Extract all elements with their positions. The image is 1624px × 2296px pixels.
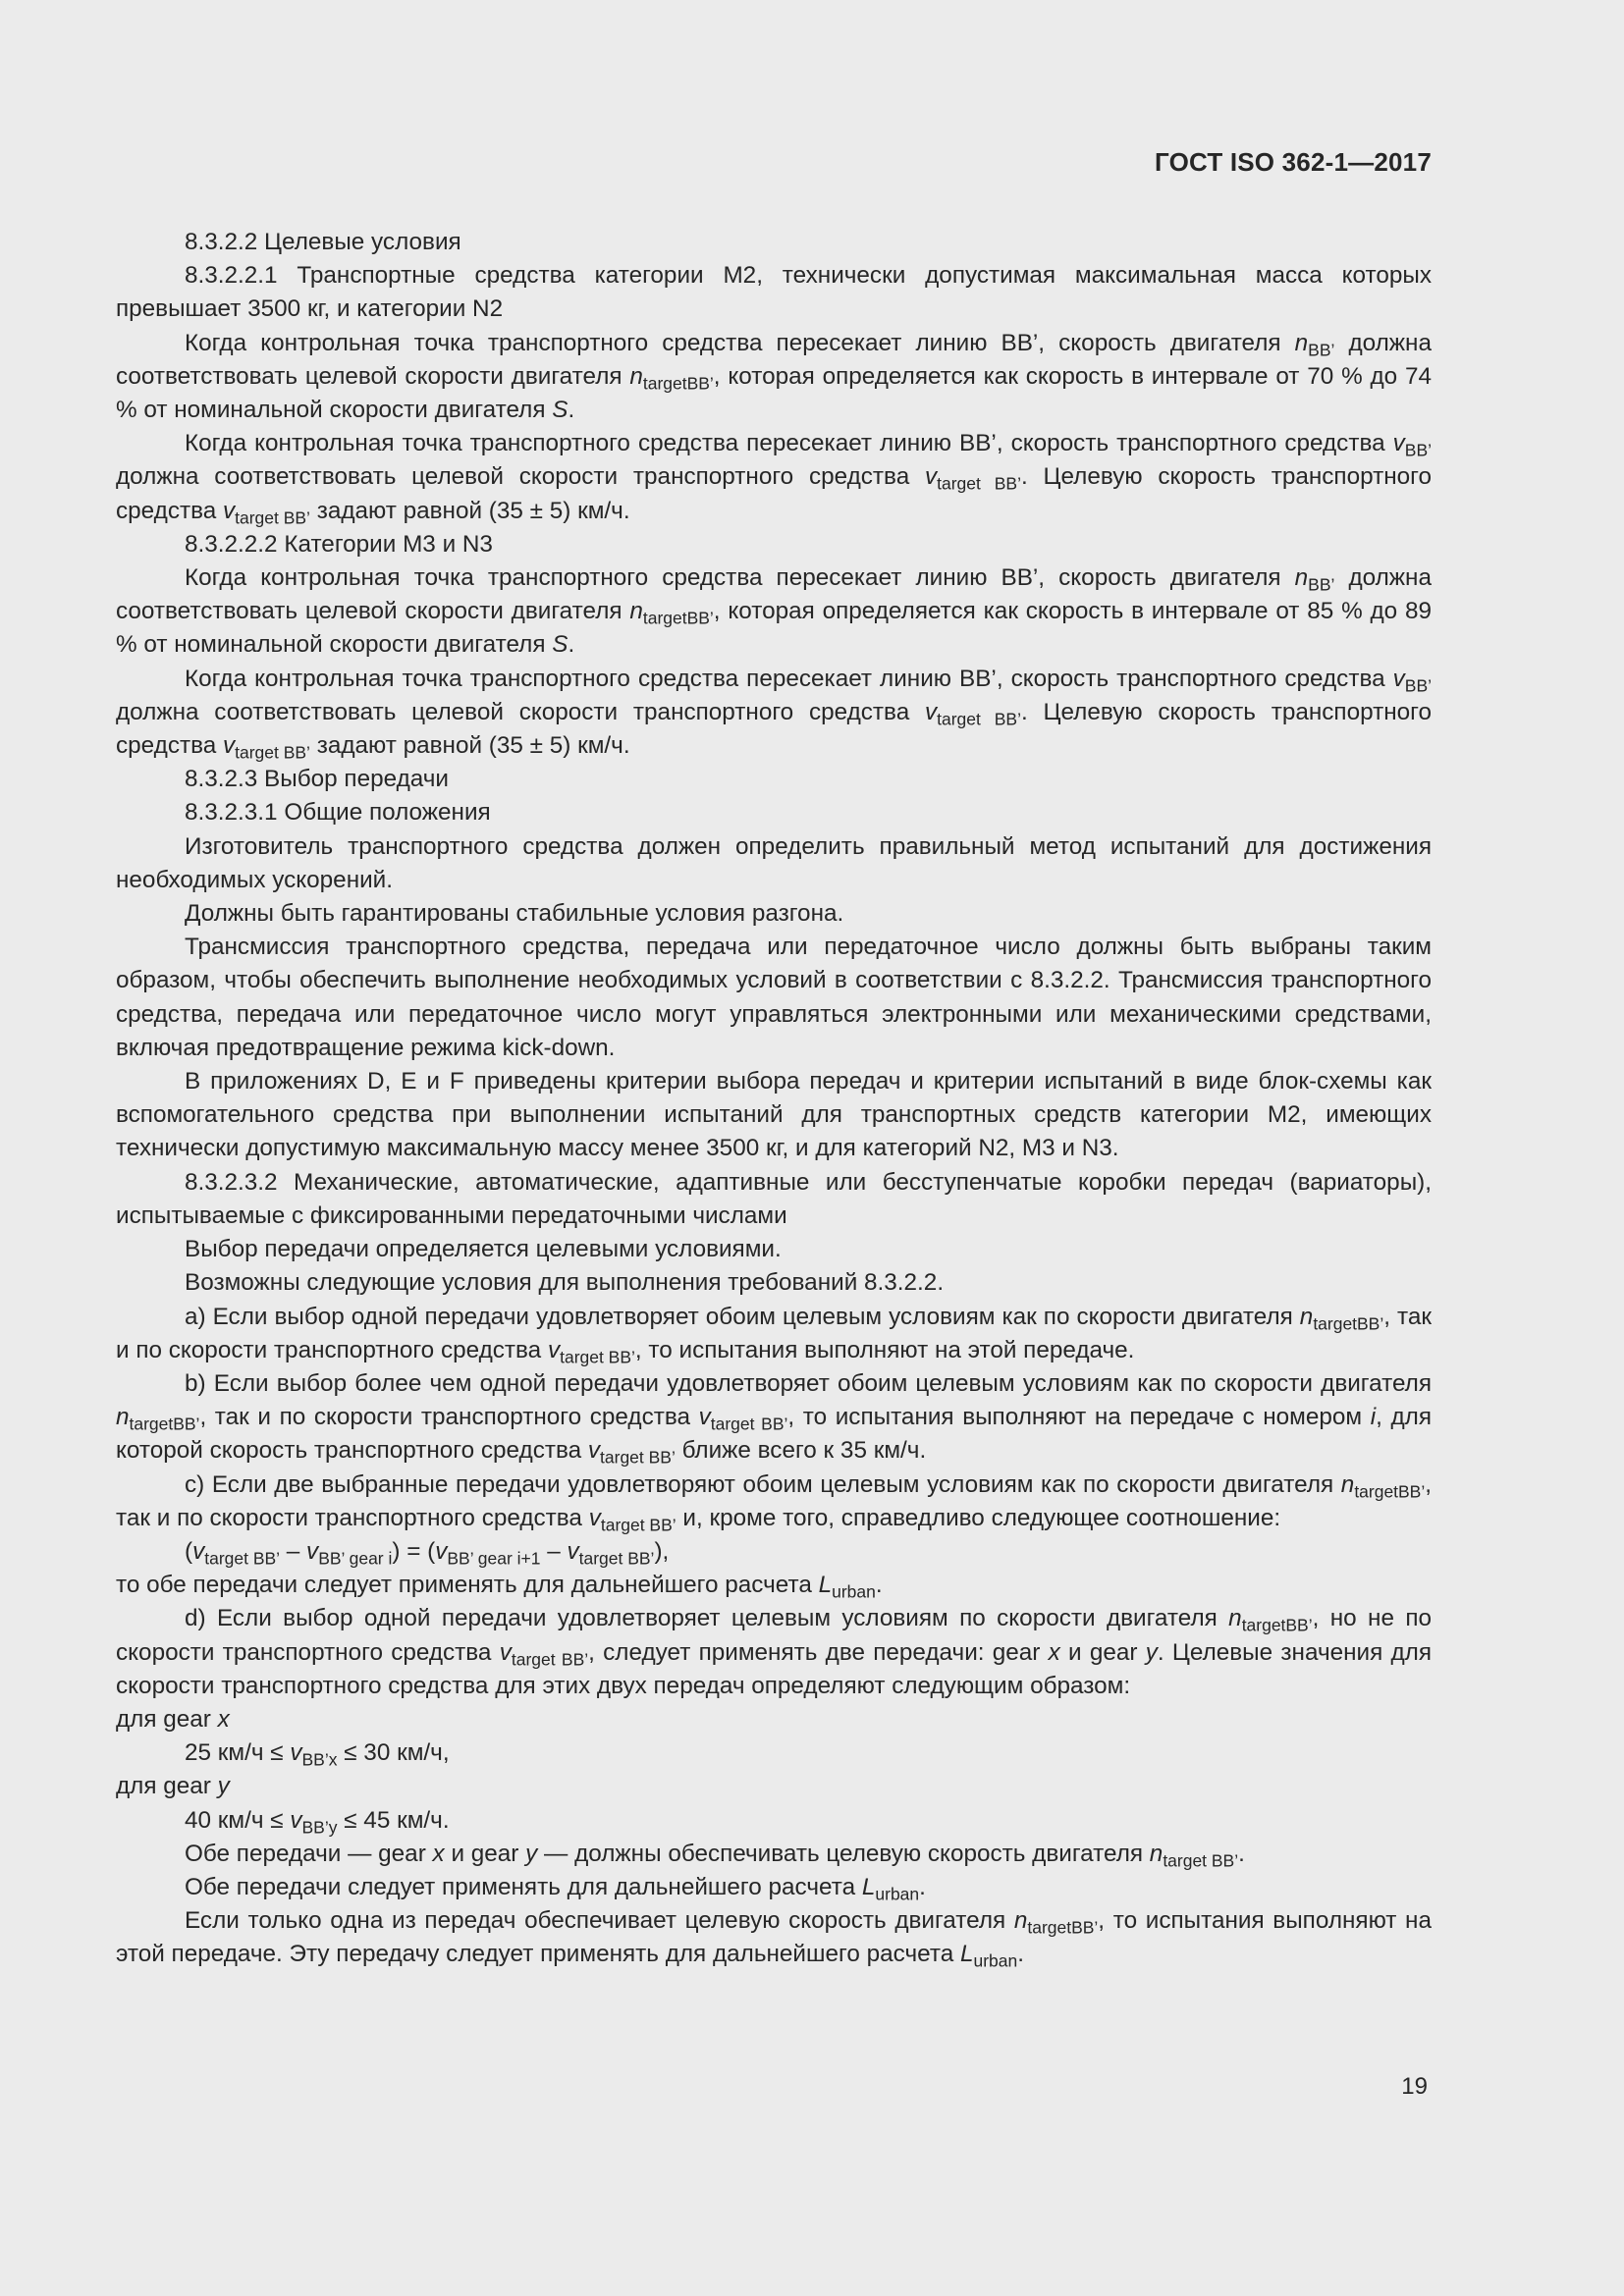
- paragraph: [116, 1166, 1432, 1233]
- paragraph: [116, 226, 1432, 259]
- subscript: target BB’: [560, 1347, 635, 1367]
- math-symbol: v: [547, 1336, 561, 1363]
- text-run: ) = (: [392, 1537, 436, 1565]
- subscript: target BB’: [235, 742, 310, 763]
- subscript: targetBB’: [1354, 1481, 1426, 1502]
- text-run: ),: [654, 1537, 670, 1565]
- text-run: Трансмиссия транспортного средства, передача или передаточное число должны быть выбраны таким образом, чтобы обеспечить выполнение необходимых условий в соответствии с 8.3.2.2. Трансмиссия транспортного средства, передача или передаточное число могут управляться электронными или механическими средствами, включая предотвращение режима kick-down.: [116, 934, 1432, 1061]
- text-run: .: [568, 631, 575, 659]
- text-run: — должны обеспечивать целевую скорость двигателя: [537, 1840, 1150, 1867]
- paragraph: [116, 1736, 1432, 1770]
- text-run: должна соответствовать целевой скорости двигателя: [116, 564, 1432, 625]
- text-run: a) Если выбор одной передачи удовлетворяет обоим целевым условиям как по скорости двигателя: [185, 1303, 1300, 1330]
- subscript: target BB’: [937, 709, 1021, 729]
- subscript: targetBB’: [1027, 1917, 1099, 1938]
- subscript: target BB’: [511, 1649, 589, 1670]
- text-run: Выбор передачи определяется целевыми условиями.: [185, 1236, 782, 1263]
- math-symbol: v: [499, 1638, 512, 1666]
- subscript: urban: [875, 1884, 920, 1904]
- math-symbol: v: [1392, 430, 1405, 457]
- paragraph: [116, 259, 1432, 326]
- math-symbol: v: [925, 463, 938, 491]
- text-run: ≤ 45 км/ч.: [337, 1806, 450, 1834]
- text-run: .: [1017, 1941, 1024, 1968]
- subscript: target BB’: [235, 507, 310, 528]
- text-run: для gear: [116, 1705, 218, 1733]
- text-run: задают равной (35 ± 5) км/ч.: [309, 732, 630, 760]
- paragraph: [116, 1904, 1432, 1971]
- math-symbol: v: [588, 1504, 601, 1531]
- document-body: [116, 226, 1432, 1972]
- text-run: Если только одна из передач обеспечивает целевую скорость двигателя: [185, 1907, 1014, 1935]
- paragraph: [116, 427, 1432, 528]
- paragraph: [116, 1301, 1432, 1367]
- subscript: targetBB’: [642, 608, 714, 628]
- text-run: .: [568, 397, 575, 424]
- text-run: , которая определяется как скорость в интервале от 70 % до 74 % от номинальной скорости двигателя: [116, 362, 1432, 424]
- subscript: BB’: [1404, 440, 1432, 460]
- math-symbol: L: [959, 1941, 974, 1968]
- math-symbol: n: [1228, 1605, 1242, 1632]
- math-symbol: n: [629, 598, 643, 625]
- math-symbol: v: [192, 1537, 205, 1565]
- math-symbol: i: [1370, 1404, 1377, 1431]
- math-symbol: v: [223, 732, 236, 760]
- math-symbol: S: [552, 397, 568, 424]
- text-run: должна соответствовать целевой скорости транспортного средства: [116, 698, 925, 725]
- text-run: , так и по скорости транспортного средства: [199, 1404, 699, 1431]
- text-run: должна соответствовать целевой скорости транспортного средства: [116, 463, 925, 491]
- text-run: 8.3.2.3 Выбор передачи: [185, 766, 449, 793]
- text-run: . Целевую скорость транспортного средства: [116, 698, 1432, 760]
- subscript: target BB’: [600, 1515, 677, 1535]
- subscript: BB’y: [301, 1817, 338, 1838]
- text-run: d) Если выбор одной передачи удовлетворяет целевым условиям по скорости двигателя: [185, 1605, 1229, 1632]
- text-run: 8.3.2.3.2 Механические, автоматические, адаптивные или бесступенчатые коробки передач (вариаторы), испытываемые с фиксированными передаточными числами: [116, 1168, 1432, 1229]
- text-run: b) Если выбор более чем одной передачи удовлетворяет обоим целевым условиям как по скорости двигателя: [185, 1369, 1432, 1397]
- paragraph: [116, 528, 1432, 561]
- subscript: targetBB’: [1313, 1313, 1384, 1334]
- math-symbol: n: [1340, 1470, 1355, 1498]
- text-run: 8.3.2.3.1 Общие положения: [185, 799, 491, 827]
- paragraph: [116, 1535, 1432, 1569]
- paragraph: [116, 1871, 1432, 1904]
- paragraph: [116, 1703, 1432, 1736]
- text-run: 8.3.2.2.1 Транспортные средства категории M2, технически допустимая максимальная масса которых превышает 3500 кг, и категории N2: [116, 262, 1432, 323]
- text-run: Должны быть гарантированы стабильные условия разгона.: [185, 900, 844, 928]
- math-symbol: L: [818, 1572, 833, 1599]
- subscript: BB’: [1308, 574, 1335, 595]
- document-header: ГОСТ ISO 362-1—2017: [1154, 147, 1432, 177]
- text-run: , так и по скорости транспортного средства: [116, 1470, 1432, 1531]
- subscript: BB’x: [301, 1749, 338, 1770]
- text-run: Когда контрольная точка транспортного средства пересекает линию BB’, скорость транспортного средства: [185, 665, 1393, 692]
- text-run: Когда контрольная точка транспортного средства пересекает линию BB’, скорость двигателя: [185, 564, 1295, 592]
- subscript: BB’ gear i+1: [447, 1548, 541, 1569]
- text-run: 8.3.2.2.2 Категории M3 и N3: [185, 530, 493, 558]
- text-run: для gear: [116, 1773, 218, 1800]
- text-run: .: [919, 1873, 926, 1900]
- text-run: Обе передачи — gear: [185, 1840, 433, 1867]
- paragraph: [116, 1266, 1432, 1300]
- math-symbol: n: [1294, 329, 1309, 356]
- text-run: , то испытания выполняют на этой передаче.: [634, 1336, 1135, 1363]
- text-run: Обе передачи следует применять для дальнейшего расчета: [185, 1873, 862, 1900]
- paragraph: [116, 1602, 1432, 1703]
- paragraph: [116, 1233, 1432, 1266]
- paragraph: [116, 561, 1432, 663]
- text-run: Когда контрольная точка транспортного средства пересекает линию BB’, скорость транспортного средства: [185, 430, 1393, 457]
- subscript: target BB’: [600, 1447, 676, 1468]
- math-symbol: v: [587, 1437, 601, 1465]
- math-symbol: v: [290, 1806, 302, 1834]
- text-run: .: [1238, 1840, 1245, 1867]
- text-run: Изготовитель транспортного средства должен определить правильный метод испытаний для достижения необходимых ускорений.: [116, 832, 1432, 893]
- page-number: 19: [1401, 2073, 1428, 2100]
- text-run: Возможны следующие условия для выполнения требований 8.3.2.2.: [185, 1269, 945, 1297]
- paragraph: [116, 663, 1432, 764]
- text-run: ≤ 30 км/ч,: [337, 1739, 450, 1767]
- math-symbol: n: [1299, 1303, 1314, 1330]
- text-run: Когда контрольная точка транспортного средства пересекает линию BB’, скорость двигателя: [185, 329, 1295, 356]
- paragraph: [116, 1468, 1432, 1535]
- text-run: должна соответствовать целевой скорости двигателя: [116, 329, 1432, 390]
- math-symbol: n: [116, 1404, 130, 1431]
- math-symbol: x: [1048, 1638, 1060, 1666]
- paragraph: [116, 1804, 1432, 1838]
- paragraph: [116, 327, 1432, 428]
- math-symbol: v: [290, 1739, 302, 1767]
- text-run: , то испытания выполняют на этой передаче. Эту передачу следует применять для дальнейшего расчета: [116, 1907, 1432, 1968]
- paragraph: [116, 1065, 1432, 1166]
- math-symbol: x: [217, 1705, 230, 1733]
- math-symbol: n: [629, 362, 643, 390]
- subscript: urban: [973, 1950, 1018, 1971]
- math-symbol: y: [1145, 1638, 1158, 1666]
- math-symbol: v: [306, 1537, 319, 1565]
- text-run: и gear: [1059, 1638, 1146, 1666]
- text-run: 25 км/ч ≤: [185, 1739, 291, 1767]
- text-run: ближе всего к 35 км/ч.: [675, 1437, 927, 1465]
- subscript: target BB’: [710, 1414, 788, 1434]
- text-run: , так и по скорости транспортного средства: [116, 1303, 1432, 1363]
- math-symbol: n: [1013, 1907, 1028, 1935]
- math-symbol: v: [223, 497, 236, 524]
- math-symbol: v: [925, 698, 938, 725]
- subscript: target BB’: [578, 1548, 655, 1569]
- math-symbol: x: [432, 1840, 445, 1867]
- text-run: –: [280, 1537, 307, 1565]
- subscript: BB’: [1404, 675, 1432, 696]
- subscript: targetBB’: [1241, 1615, 1313, 1635]
- math-symbol: n: [1294, 564, 1309, 592]
- math-symbol: v: [435, 1537, 448, 1565]
- paragraph: [116, 1367, 1432, 1468]
- text-run: (: [185, 1537, 193, 1565]
- text-run: и gear: [444, 1840, 526, 1867]
- text-run: , но не по скорости транспортного средства: [116, 1605, 1432, 1666]
- text-run: , следует применять две передачи: gear: [588, 1638, 1049, 1666]
- math-symbol: S: [552, 631, 568, 659]
- paragraph: [116, 897, 1432, 931]
- math-symbol: y: [217, 1773, 230, 1800]
- text-run: , то испытания выполняют на передаче с номером: [787, 1404, 1371, 1431]
- paragraph: [116, 830, 1432, 897]
- subscript: BB’: [1308, 340, 1335, 360]
- text-run: c) Если две выбранные передачи удовлетворяют обоим целевым условиям как по скорости двигателя: [185, 1470, 1341, 1498]
- math-symbol: L: [861, 1873, 876, 1900]
- text-run: –: [540, 1537, 568, 1565]
- subscript: target BB’: [937, 474, 1021, 495]
- text-run: В приложениях D, E и F приведены критерии выбора передач и критерии испытаний в виде блок-схемы как вспомогательного средства при выполнении испытаний для транспортных средств категории M2, имеющих технически допустимую максимальную массу менее 3500 кг, и для категорий N2, M3 и N3.: [116, 1068, 1432, 1162]
- math-symbol: v: [1392, 665, 1405, 692]
- paragraph: [116, 796, 1432, 829]
- text-run: 40 км/ч ≤: [185, 1806, 291, 1834]
- paragraph: [116, 931, 1432, 1065]
- subscript: BB’ gear i: [318, 1548, 393, 1569]
- text-run: .: [875, 1572, 883, 1599]
- text-run: задают равной (35 ± 5) км/ч.: [309, 497, 630, 524]
- subscript: targetBB’: [129, 1414, 200, 1434]
- math-symbol: v: [698, 1404, 711, 1431]
- paragraph: [116, 1838, 1432, 1871]
- math-symbol: n: [1149, 1840, 1164, 1867]
- text-run: , которая определяется как скорость в интервале от 85 % до 89 % от номинальной скорости двигателя: [116, 598, 1432, 659]
- subscript: target BB’: [1163, 1850, 1239, 1871]
- text-run: , для которой скорость транспортного средства: [116, 1404, 1433, 1465]
- subscript: target BB’: [204, 1548, 281, 1569]
- paragraph: [116, 1569, 1432, 1602]
- paragraph: [116, 1770, 1432, 1803]
- text-run: и, кроме того, справедливо следующее соотношение:: [676, 1504, 1281, 1531]
- text-run: . Целевые значения для скорости транспортного средства для этих двух передач определяют следующим образом:: [116, 1638, 1433, 1699]
- subscript: urban: [832, 1581, 876, 1602]
- math-symbol: y: [525, 1840, 538, 1867]
- math-symbol: v: [567, 1537, 579, 1565]
- text-run: . Целевую скорость транспортного средства: [116, 463, 1432, 524]
- text-run: 8.3.2.2 Целевые условия: [185, 229, 461, 255]
- text-run: то обе передачи следует применять для дальнейшего расчета: [116, 1572, 819, 1599]
- paragraph: [116, 763, 1432, 796]
- subscript: targetBB’: [642, 373, 714, 394]
